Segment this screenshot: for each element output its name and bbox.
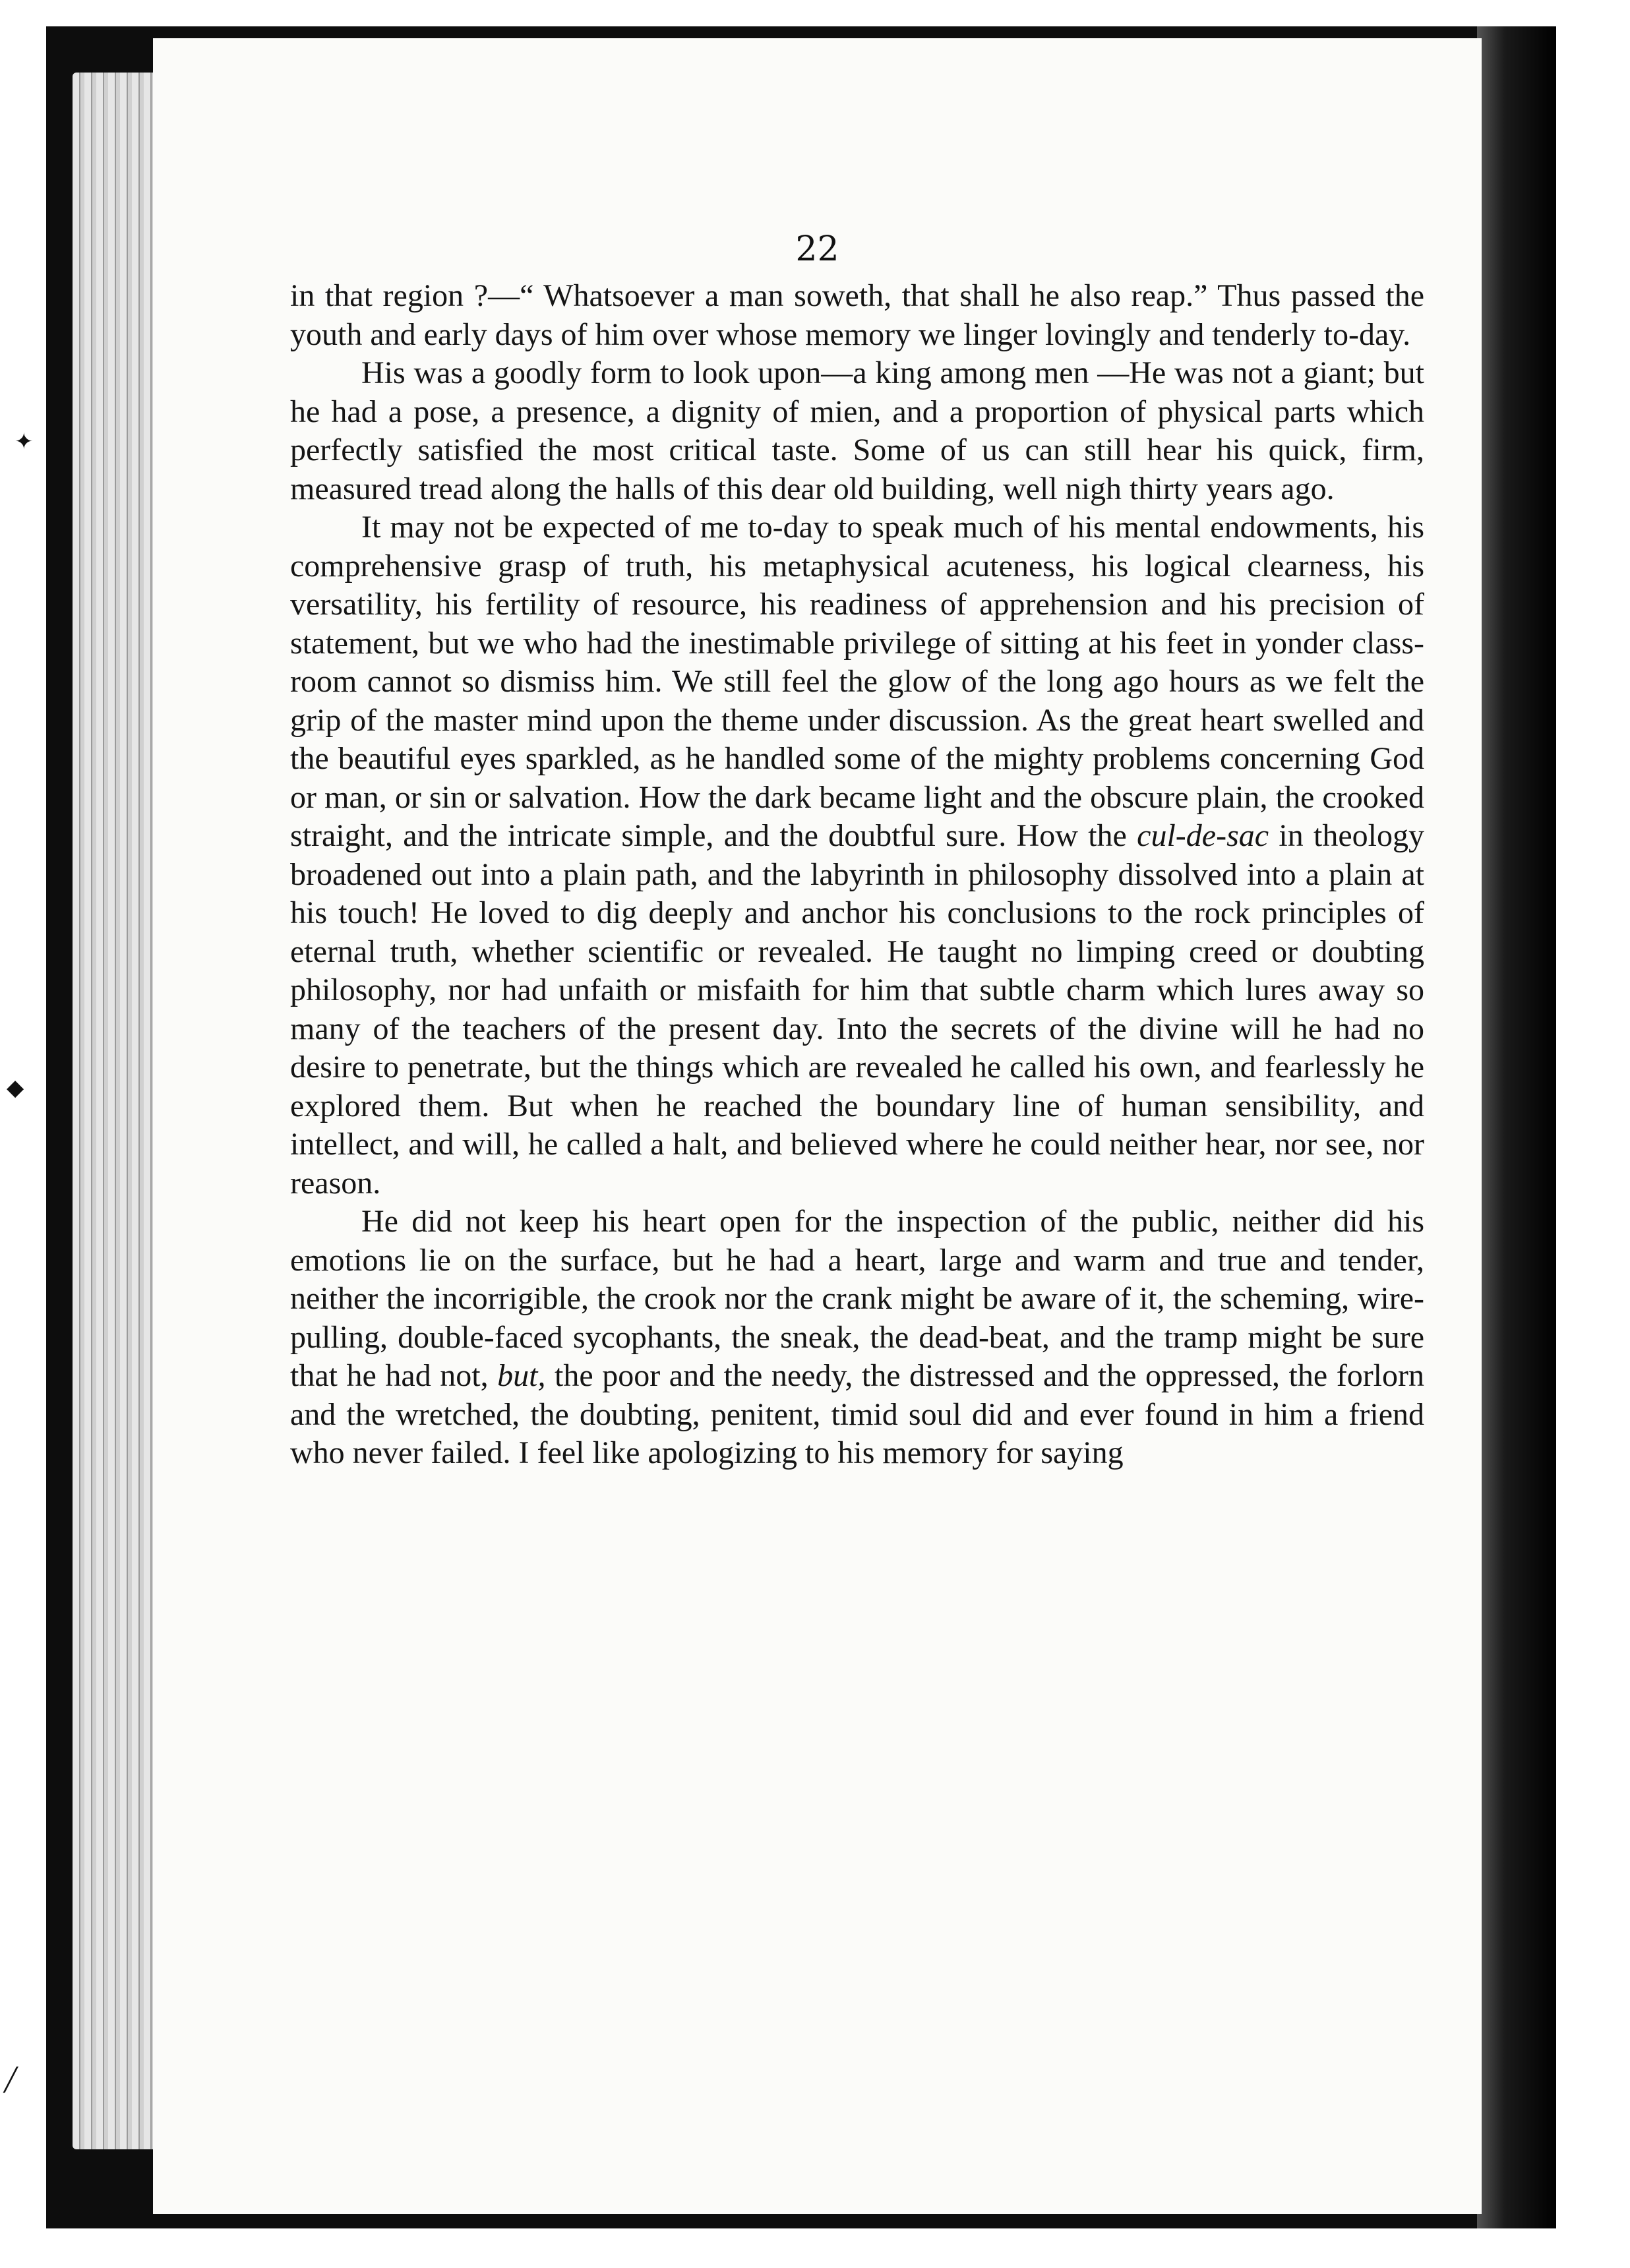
paragraph: in that region ?—“ Whatsoever a man soweth, that shall he also reap.” Thus passed the youth and early days of him over whose memory we linger lovingly and tenderly to-day. <box>290 278 1424 352</box>
paragraph-text: It may not be expected of me to-day to speak much of his mental endowments, his comprehensive grasp of truth, his metaphysical acuteness, his logical clearness, his versatility, his fertility of resource, his readiness of apprehension and his precision of statement, but we who had the inestimable privilege of sitting at his feet in yonder class-room cannot so dismiss him. We still feel the glow of the long ago hours as we felt the grip of the master mind upon the theme under discussion. As the great heart swelled and the beautiful eyes sparkled, as he handled some of the mighty problems concerning God or man, or sin or salvation. How the dark became light and the obscure plain, the crooked straight, and the intricate simple, and the doubtful sure. How the <box>290 510 1424 853</box>
paragraph-text: in theology broadened out into a plain path, and the labyrinth in philosophy dissolved into a plain at his touch! He loved to dig deeply and anchor his conclusions to the rock principles of eternal truth, whether scientific or revealed. He taught no limping creed or doubting philosophy, nor had unfaith or misfaith for him that subtle charm which lures away so many of the teachers of the present day. Into the secrets of the divine will he had no desire to penetrate, but the things which are revealed he called his own, and fearlessly he explored them. But when he reached the boundary line of human sensibility, and intellect, and will, he called a halt, and believed where he could neither hear, nor see, nor reason. <box>290 818 1425 1201</box>
margin-speck-mark: ✦ <box>15 429 34 455</box>
book-page-edges <box>73 73 165 2149</box>
paragraph: His was a goodly form to look upon—a king among men —He was not a giant; but he had a pose, a presence, a dignity of mien, and a proportion of physical parts which perfectly satisfied the most critical taste. Some of us can still hear his quick, firm, measured tread along the halls of this dear old building, well nigh thirty years ago. <box>290 355 1424 506</box>
italic-term: cul-de-sac <box>1137 818 1269 853</box>
page-number: 22 <box>795 229 839 269</box>
paragraph <box>290 508 1424 1203</box>
paragraph-text: the poor and the needy, the distressed and the oppressed, the forlorn and the wretched, the doubting, penitent, timid soul did and ever found in him a friend who never failed. I feel like apologizing to his memory for saying <box>290 1358 1425 1470</box>
book-gutter <box>1477 26 1556 2228</box>
italic-term: but, <box>497 1358 546 1393</box>
margin-speck-mark: ╱ <box>4 2067 18 2093</box>
paragraph-text: He did not keep his heart open for the inspection of the public, neither did his emotions lie on the surface, but he had a heart, large and warm and true and tender, neither the incorrigible, the crook nor the crank might be aware of it, the scheming, wire-pulling, double-faced sycophants, the sneak, the dead-beat, and the tramp might be sure that he had not, <box>290 1204 1424 1393</box>
margin-speck-mark: ◆ <box>7 1075 24 1101</box>
paragraph <box>290 1203 1424 1473</box>
page-body-text <box>290 277 1424 1473</box>
